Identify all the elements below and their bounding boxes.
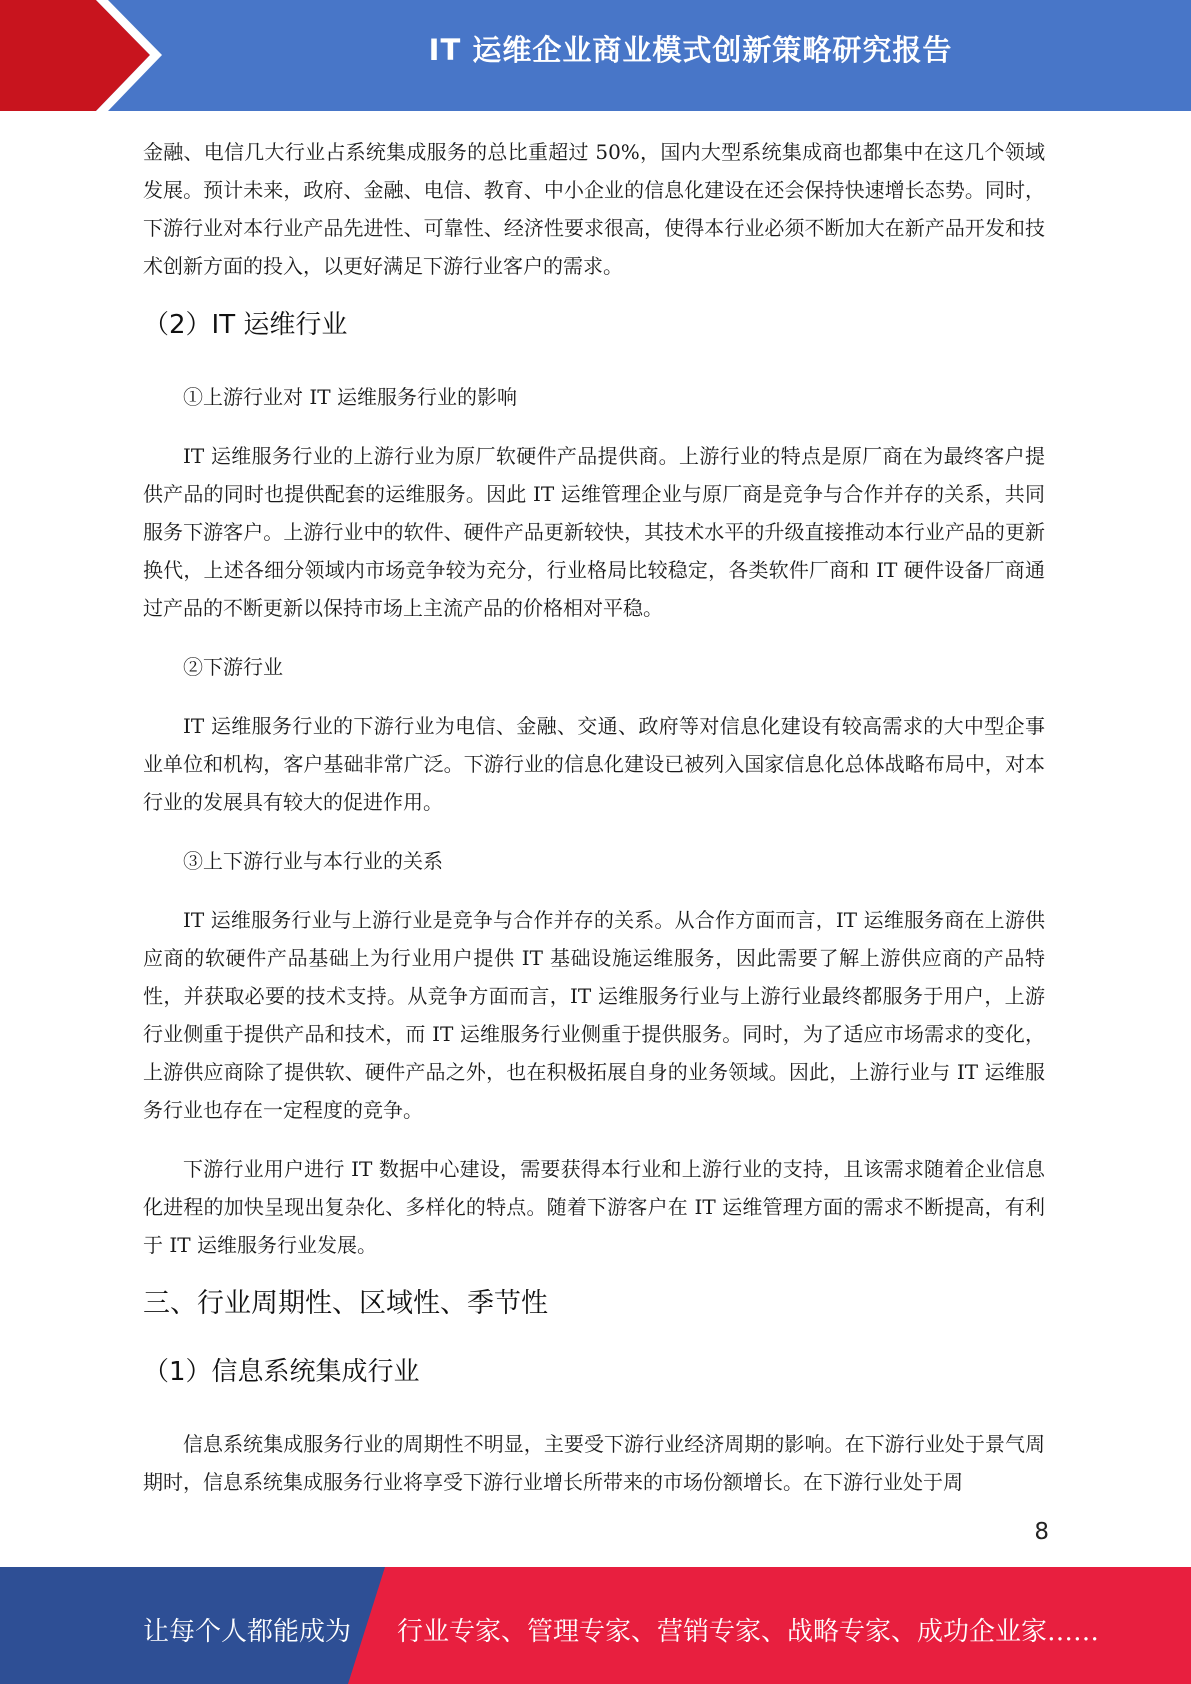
- paragraph-relation-1: IT 运维服务行业与上游行业是竞争与合作并存的关系。从合作方面而言，IT 运维服务商在上游供应商的软硬件产品基础上为行业用户提供 IT 基础设施运维服务，因此需要了解上游供应商的产品特性，并获取必要的技术支持。从竞争方面而言，IT 运维服务行业与上游行业最终都服务于用户，上游行业侧重于提供产品和技术，而 IT 运维服务行业侧重于提供服务。同时，为了适应市场需求的变化，上游供应商除了提供软、硬件产品之外，也在积极拓展自身的业务领域。因此，上游行业与 IT 运维服务行业也存在一定程度的竞争。: [143, 908, 1045, 1122]
- paragraph-downstream: IT 运维服务行业的下游行业为电信、金融、交通、政府等对信息化建设有较高需求的大中型企事业单位和机构，客户基础非常广泛。下游行业的信息化建设已被列入国家信息化总体战略布局中，对本行业的发展具有较大的促进作用。: [143, 714, 1045, 814]
- footer-slogan-left: 让每个人都能成为: [143, 1617, 352, 1647]
- section-heading-it-ops: （2）IT 运维行业: [143, 310, 348, 340]
- page-content: [143, 133, 1045, 1522]
- footer-slogan-right: 行业专家、管理专家、营销专家、战略专家、成功企业家……: [397, 1617, 1100, 1647]
- page-header: [0, 0, 1191, 111]
- paragraph-upstream: IT 运维服务行业的上游行业为原厂软硬件产品提供商。上游行业的特点是原厂商在为最终客户提供产品的同时也提供配套的运维服务。因此 IT 运维管理企业与原厂商是竞争与合作并存的关系，共同服务下游客户。上游行业中的软件、硬件产品更新较快，其技术水平的升级直接推动本行业产品的更新换代，上述各细分领域内市场竞争较为充分，行业格局比较稳定，各类软件厂商和 IT 硬件设备厂商通过产品的不断更新以保持市场上主流产品的价格相对平稳。: [143, 444, 1045, 620]
- page-footer: [0, 1567, 1191, 1684]
- paragraph-integration: 信息系统集成服务行业的周期性不明显，主要受下游行业经济周期的影响。在下游行业处于景气周期时，信息系统集成服务行业将享受下游行业增长所带来的市场份额增长。在下游行业处于周: [143, 1432, 1045, 1494]
- chapter-heading-cycle: 三、行业周期性、区域性、季节性: [143, 1288, 548, 1319]
- subheading-relation: ③上下游行业与本行业的关系: [183, 849, 443, 873]
- section-heading-integration: （1）信息系统集成行业: [143, 1357, 420, 1387]
- subheading-downstream: ②下游行业: [183, 655, 283, 679]
- report-title: IT 运维企业商业模式创新策略研究报告: [428, 33, 953, 67]
- header-red-chevron: [0, 0, 150, 111]
- paragraph-intro: 金融、电信几大行业占系统集成服务的总比重超过 50%，国内大型系统集成商也都集中在这几个领域发展。预计未来，政府、金融、电信、教育、中小企业的信息化建设在还会保持快速增长态势。同时，下游行业对本行业产品先进性、可靠性、经济性要求很高，使得本行业必须不断加大在新产品开发和技术创新方面的投入，以更好满足下游行业客户的需求。: [143, 140, 1045, 278]
- page-number: 8: [1034, 1519, 1049, 1545]
- subheading-upstream: ①上游行业对 IT 运维服务行业的影响: [183, 385, 517, 409]
- paragraph-relation-2: 下游行业用户进行 IT 数据中心建设，需要获得本行业和上游行业的支持，且该需求随着企业信息化进程的加快呈现出复杂化、多样化的特点。随着下游客户在 IT 运维管理方面的需求不断提高，有利于 IT 运维服务行业发展。: [143, 1157, 1045, 1257]
